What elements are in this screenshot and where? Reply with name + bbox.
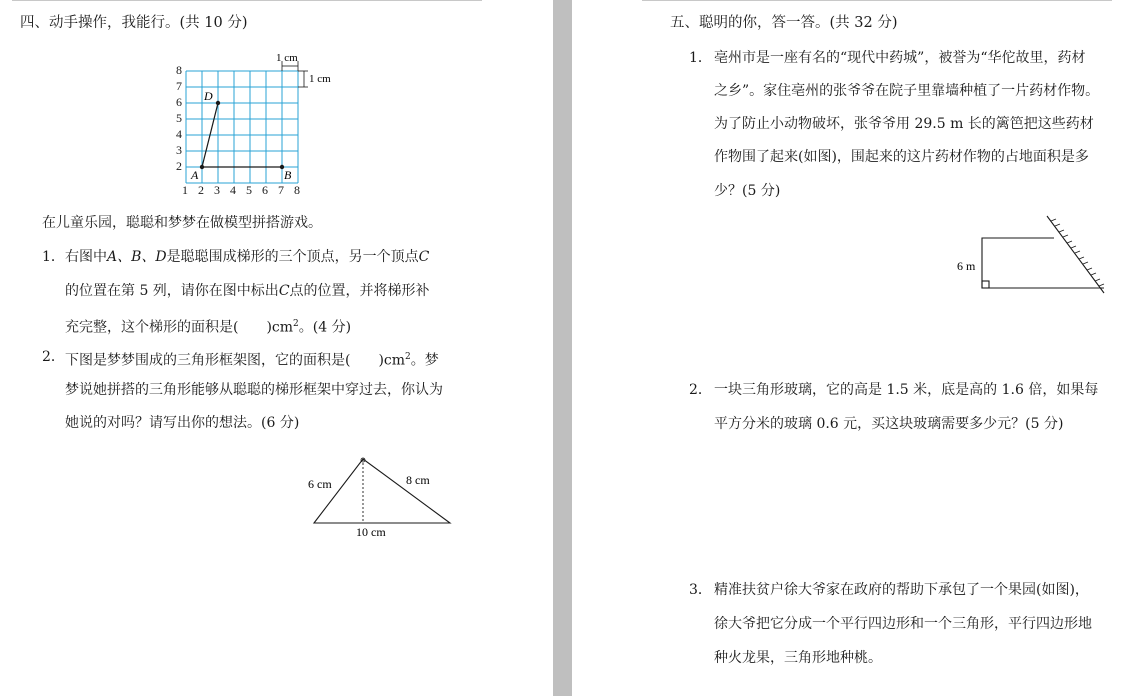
q2-number: 2． (689, 382, 712, 398)
triangle-figure (300, 452, 470, 542)
wall-hatching (1051, 219, 1104, 286)
page-gutter (553, 0, 572, 696)
q2-sup: 2 (405, 352, 411, 362)
top-rule (642, 0, 1112, 1)
q1-line3: 为了防止小动物破坏，张爷爷用 29.5 m 长的篱笆把这些药材 (714, 116, 1094, 132)
q3-number: 3． (689, 582, 712, 598)
point-a-label: A (191, 168, 199, 182)
q3-line2: 徐大爷把它分成一个平行四边形和一个三角形，平行四边形地 (714, 616, 1092, 632)
q2-line2: 梦说她拼搭的三角形能够从聪聪的梯形框架中穿过去，你认为 (65, 382, 443, 398)
x-tick: 1 (182, 183, 188, 197)
q1-line1 (65, 247, 429, 267)
top-rule (12, 0, 482, 1)
left-page (0, 0, 553, 696)
point-d-dot (216, 101, 220, 105)
fence-figure (952, 215, 1122, 295)
section-4-title: 四、动手操作，我能行。(共 10 分) (20, 15, 248, 31)
q2-line1 (65, 347, 439, 371)
q2-line2: 平方分米的玻璃 0.6 元，买这块玻璃需要多少元？(5 分) (714, 416, 1064, 432)
scale-v-label: 1 cm (309, 73, 331, 85)
y-tick: 7 (176, 79, 182, 93)
x-tick: 3 (214, 183, 220, 197)
x-tick: 8 (294, 183, 300, 197)
q1-line3 (65, 314, 351, 338)
q1-sup: 2 (293, 319, 299, 329)
section-5-title: 五、聪明的你，答一答。(共 32 分) (670, 15, 898, 31)
grid-figure (170, 48, 350, 198)
y-tick: 6 (176, 95, 182, 109)
point-a-dot (200, 165, 204, 169)
y-tick: 4 (176, 127, 182, 141)
y-tick: 5 (176, 111, 182, 125)
right-angle-marker (982, 281, 989, 288)
x-tick: 2 (198, 183, 204, 197)
q3-line3: 种火龙果，三角形地种桃。 (714, 650, 882, 666)
q1-point-c: C (278, 283, 290, 299)
triangle-base-label: 10 cm (356, 525, 386, 539)
q1-point-c: C (418, 249, 430, 265)
q1-text: 。(4 分) (298, 319, 352, 336)
x-tick: 6 (262, 183, 268, 197)
x-tick: 4 (230, 183, 236, 197)
q1-text: 点的位置，并将梯形补 (289, 283, 430, 299)
q1-line1: 亳州市是一座有名的“现代中药城”，被誉为“华佗故里，药材 (714, 50, 1086, 66)
point-d-label: D (204, 89, 213, 103)
q1-line2 (65, 281, 430, 301)
q2-line3: 她说的对吗？请写出你的想法。(6 分) (65, 415, 300, 431)
right-page (572, 0, 1137, 696)
q1-text: 的位置在第 5 列，请你在图中标出 (65, 283, 279, 299)
q2-line1: 一块三角形玻璃，它的高是 1.5 米，底是高的 1.6 倍，如果每 (714, 382, 1099, 398)
q3-line1: 精准扶贫户徐大爷家在政府的帮助下承包了一个果园(如图)， (714, 582, 1089, 598)
point-b-label: B (284, 168, 292, 182)
q2-text: 。梦 (410, 352, 439, 369)
wall-line (1047, 216, 1104, 293)
x-tick: 7 (278, 183, 284, 197)
q2-number: 2． (42, 349, 65, 365)
triangle-right-label: 8 cm (406, 473, 430, 487)
y-tick: 3 (176, 143, 182, 157)
x-tick: 5 (246, 183, 252, 197)
intro-text: 在儿童乐园，聪聪和梦梦在做模型拼搭游戏。 (42, 215, 322, 231)
q1-text: 是聪聪围成梯形的三个顶点，另一个顶点 (166, 249, 419, 265)
q1-line4: 作物围了起来(如图)，围起来的这片药材作物的占地面积是多 (714, 149, 1089, 165)
y-tick: 2 (176, 159, 182, 173)
q1-number: 1． (42, 249, 65, 265)
q1-line5: 少？(5 分) (714, 183, 781, 199)
q2-text: 下图是梦梦围成的三角形框架图，它的面积是( )cm (65, 352, 406, 369)
triangle-left-label: 6 cm (308, 477, 332, 491)
triangle-shape (314, 459, 450, 523)
q1-line2: 之乡”。家住亳州的张爷爷在院子里靠墙种植了一片药材作物。 (714, 83, 1100, 99)
q1-text: 右图中 (65, 249, 107, 265)
scale-h-label: 1 cm (276, 52, 298, 64)
q1-points: A、B、D (107, 249, 167, 265)
fence-height-label: 6 m (957, 259, 976, 273)
y-tick: 8 (176, 63, 182, 77)
q1-text: 充完整，这个梯形的面积是( )cm (65, 319, 294, 336)
q1-number: 1． (689, 50, 712, 66)
